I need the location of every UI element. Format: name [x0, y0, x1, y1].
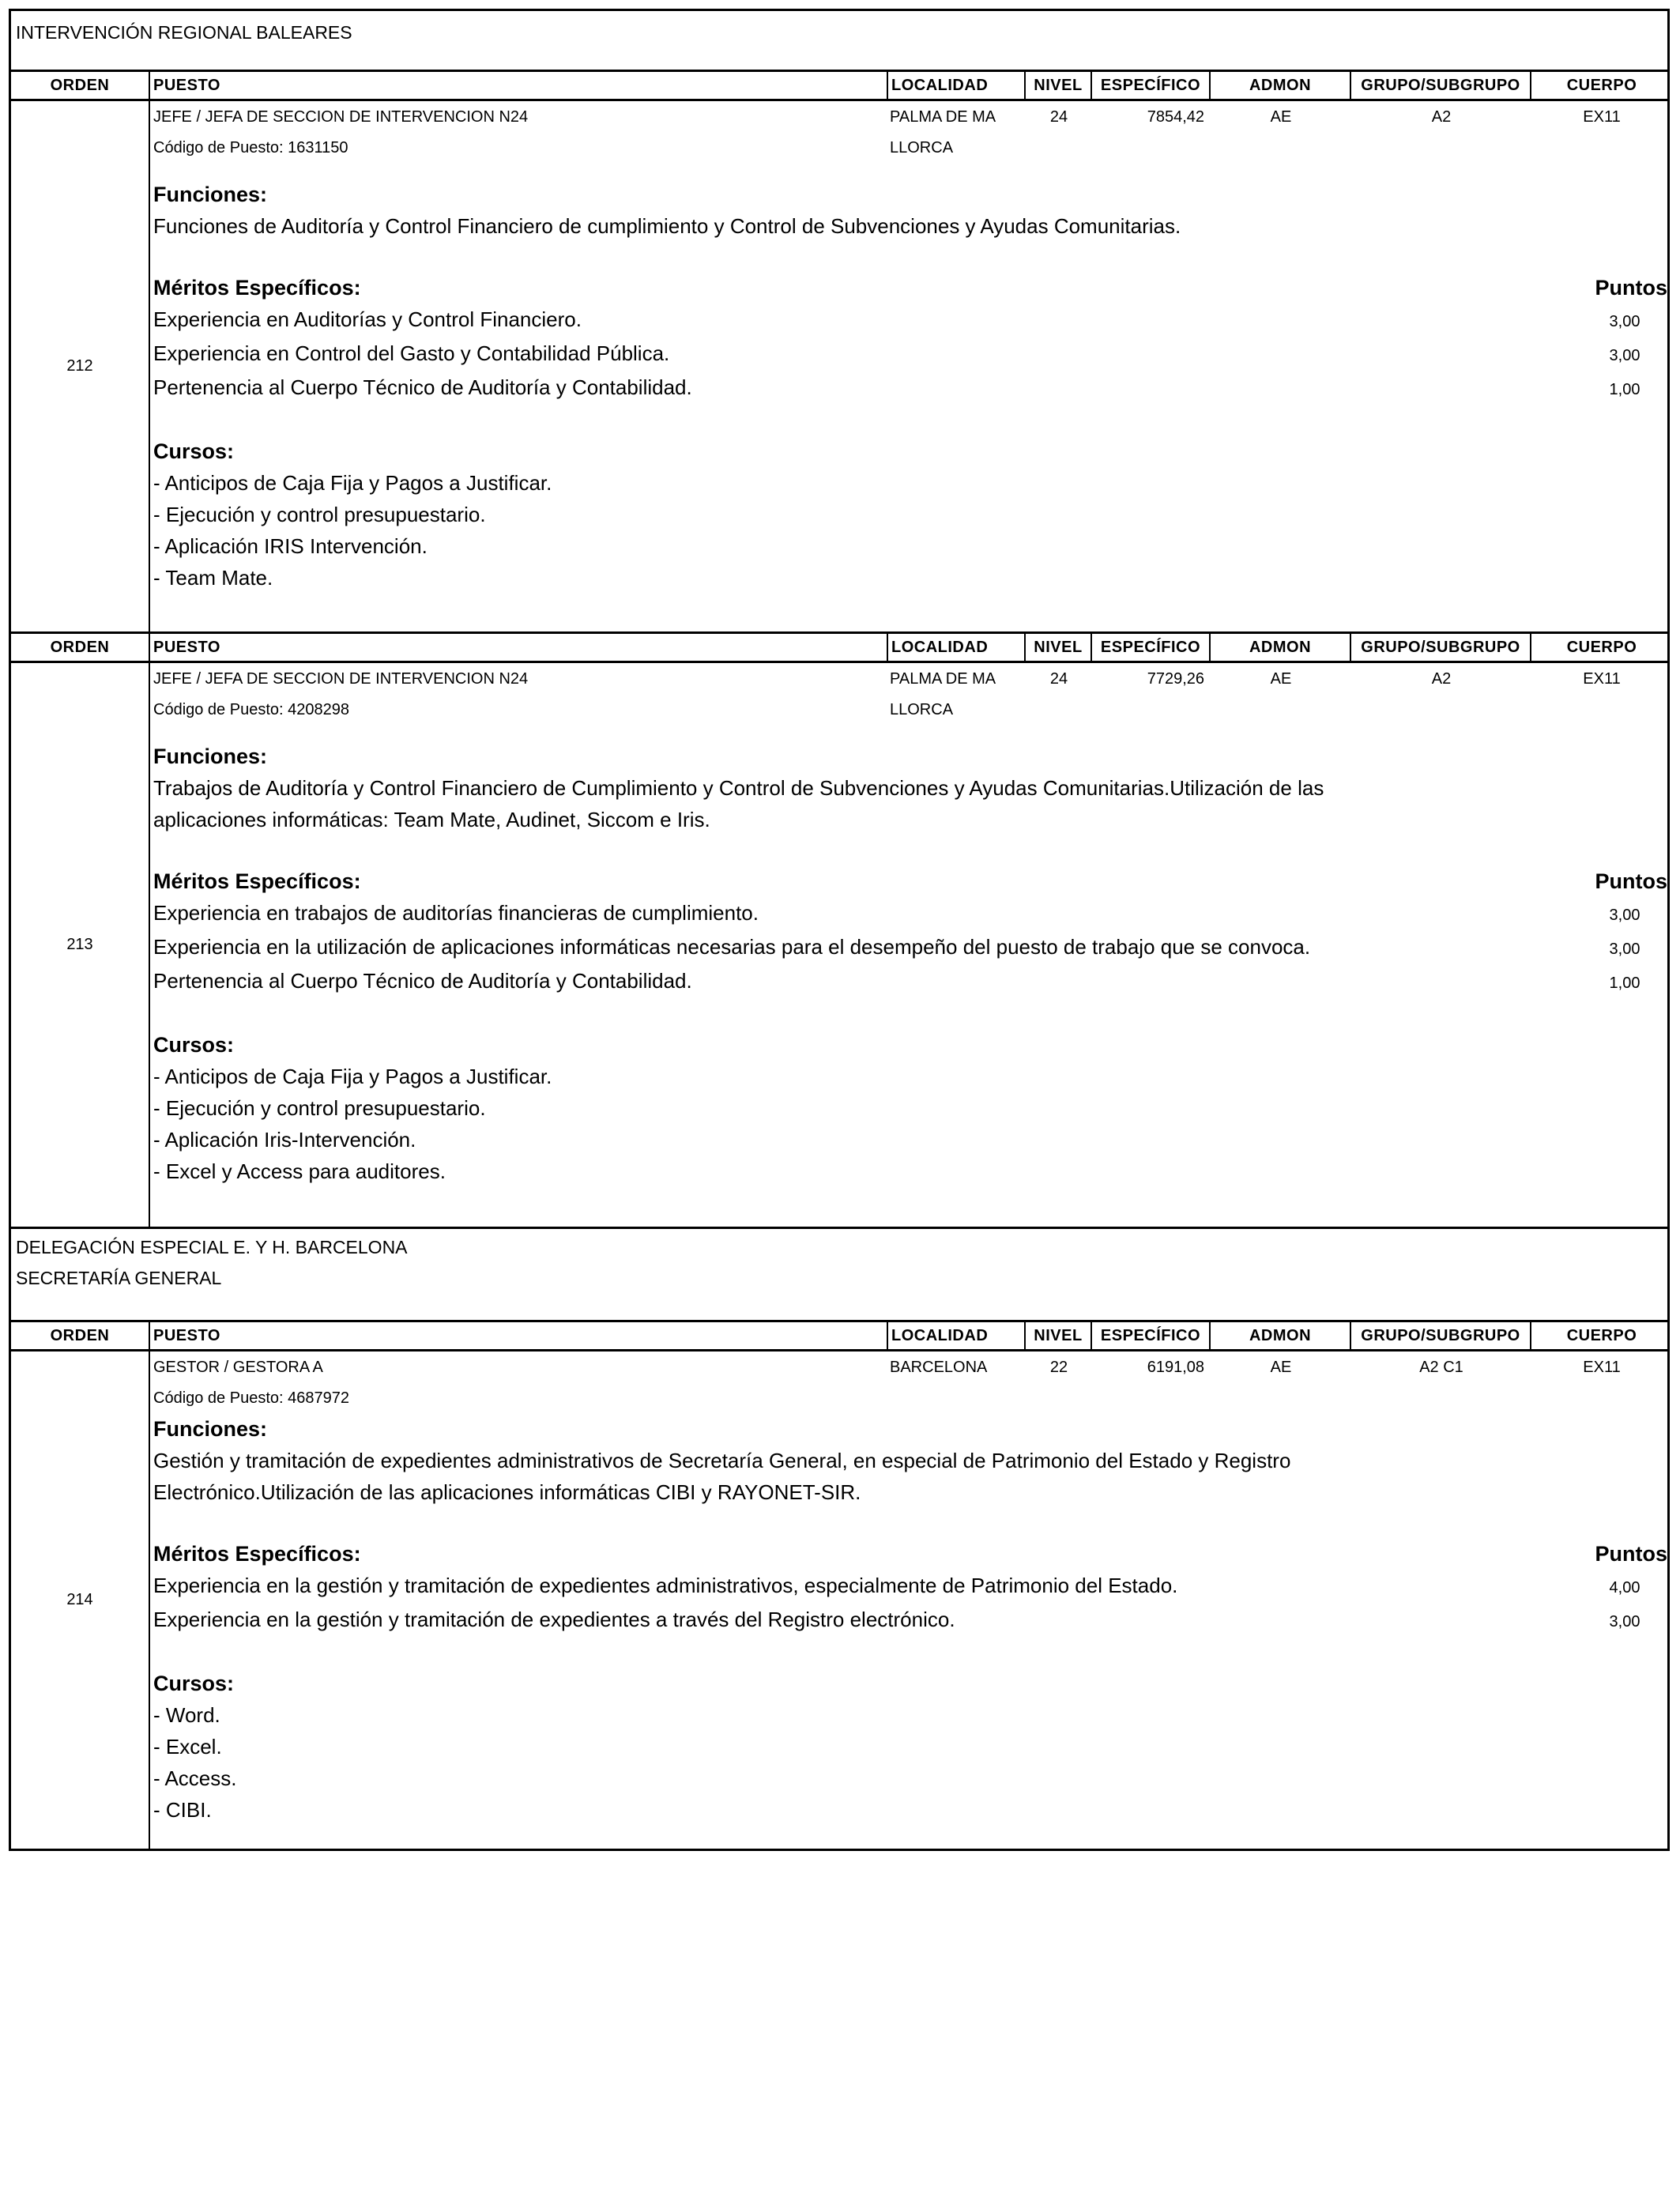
col-puesto: PUESTO [150, 634, 888, 661]
job-entry [9, 1351, 1670, 1851]
section-header [9, 1227, 1670, 1320]
col-grupo: GRUPO/SUBGRUPO [1351, 1322, 1531, 1349]
meritos-title: Méritos Específicos: [153, 869, 361, 893]
cuerpo: EX11 [1583, 108, 1621, 126]
col-cuerpo: CUERPO [1566, 1326, 1637, 1344]
funciones-title: Funciones: [153, 1417, 268, 1441]
col-nivel: NIVEL [1026, 72, 1092, 99]
column-header-row [9, 70, 1670, 101]
curso-item: - Excel. [153, 1735, 222, 1759]
col-especifico: ESPECÍFICO [1092, 1322, 1211, 1349]
curso-item: - Access. [153, 1766, 237, 1790]
localidad: PALMA DE MA [890, 670, 996, 688]
merito-points: 1,00 [1609, 381, 1640, 398]
merito-row [153, 931, 1672, 965]
funciones-title: Funciones: [153, 745, 268, 768]
orden-number: 213 [11, 663, 150, 1227]
cursos-title: Cursos: [153, 439, 235, 463]
funciones-text: Funciones de Auditoría y Control Financiero de cumplimiento y Control de Subvenciones y Ayudas Comunitarias. [153, 214, 1181, 238]
puntos-title: Puntos [1595, 1542, 1667, 1566]
merito-row [153, 337, 1672, 371]
merito-points: 4,00 [1609, 1579, 1640, 1596]
merito-row [153, 897, 1672, 931]
merito-text: Experiencia en trabajos de auditorías financieras de cumplimiento. [153, 901, 759, 925]
merito-text: Experiencia en Auditorías y Control Financiero. [153, 307, 582, 331]
nivel: 24 [1049, 108, 1068, 126]
merito-points: 3,00 [1609, 1613, 1640, 1630]
admon: AE [1270, 1359, 1292, 1376]
especifico: 7854,42 [1147, 108, 1204, 126]
localidad: BARCELONA [890, 1359, 988, 1376]
meritos-title: Méritos Específicos: [153, 276, 361, 300]
curso-item: - Anticipos de Caja Fija y Pagos a Justificar. [153, 471, 552, 495]
col-especifico: ESPECÍFICO [1092, 634, 1211, 661]
admon: AE [1270, 108, 1292, 126]
cursos-title: Cursos: [153, 1672, 235, 1695]
curso-item: - Word. [153, 1703, 220, 1727]
merito-row [153, 303, 1672, 337]
col-localidad: LOCALIDAD [888, 634, 1026, 661]
col-puesto: PUESTO [150, 1322, 888, 1349]
col-localidad: LOCALIDAD [888, 72, 1026, 99]
col-cuerpo: CUERPO [1566, 76, 1637, 94]
section-subtitle: SECRETARÍA GENERAL [16, 1268, 222, 1288]
cuerpo: EX11 [1583, 670, 1621, 688]
merito-row [153, 965, 1672, 999]
column-header-row [9, 1320, 1670, 1351]
col-orden: ORDEN [11, 634, 150, 661]
localidad-cont: LLORCA [890, 139, 954, 156]
cuerpo: EX11 [1583, 1359, 1621, 1376]
meritos-title: Méritos Específicos: [153, 1542, 361, 1566]
funciones-text: Gestión y tramitación de expedientes administrativos de Secretaría General, en especial de Patrimonio del Estado y Registro [153, 1449, 1291, 1472]
merito-row [153, 1604, 1672, 1638]
puntos-title: Puntos [1595, 869, 1667, 893]
merito-points: 1,00 [1609, 974, 1640, 992]
document [9, 9, 1670, 1851]
orden-number: 212 [11, 101, 150, 631]
cursos-title: Cursos: [153, 1033, 235, 1057]
funciones-text: Trabajos de Auditoría y Control Financiero de Cumplimiento y Control de Subvenciones y Ayudas Comunitarias.Utilización de las [153, 776, 1324, 800]
especifico: 7729,26 [1147, 670, 1204, 688]
merito-text: Experiencia en Control del Gasto y Contabilidad Pública. [153, 341, 670, 365]
nivel: 24 [1049, 670, 1068, 688]
curso-item: - Excel y Access para auditores. [153, 1159, 446, 1183]
col-orden: ORDEN [11, 1322, 150, 1349]
nivel: 22 [1049, 1359, 1068, 1376]
puesto-name: JEFE / JEFA DE SECCION DE INTERVENCION N24 [153, 670, 529, 688]
col-orden: ORDEN [11, 72, 150, 99]
curso-item: - CIBI. [153, 1798, 212, 1822]
job-entry [9, 101, 1670, 631]
curso-item: - Ejecución y control presupuestario. [153, 503, 486, 526]
merito-text: Experiencia en la gestión y tramitación de expedientes administrativos, especialmente de Patrimonio del Estado. [153, 1574, 1178, 1597]
admon: AE [1270, 670, 1292, 688]
codigo-puesto: Código de Puesto: 4208298 [153, 701, 349, 718]
col-cuerpo: CUERPO [1566, 638, 1637, 656]
curso-item: - Aplicación Iris-Intervención. [153, 1128, 416, 1152]
col-localidad: LOCALIDAD [888, 1322, 1026, 1349]
col-especifico: ESPECÍFICO [1092, 72, 1211, 99]
localidad-cont [888, 1383, 1204, 1413]
job-entry [9, 663, 1670, 1227]
merito-text: Experiencia en la utilización de aplicaciones informáticas necesarias para el desempeño del puesto de trabajo que se convoca. [153, 935, 1311, 959]
orden-number: 214 [11, 1351, 150, 1849]
localidad: PALMA DE MA [890, 108, 996, 126]
section-title: INTERVENCIÓN REGIONAL BALEARES [16, 22, 352, 43]
curso-item: - Aplicación IRIS Intervención. [153, 534, 428, 558]
col-admon: ADMON [1211, 72, 1351, 99]
codigo-puesto: Código de Puesto: 4687972 [153, 1389, 349, 1407]
column-header-row [9, 631, 1670, 663]
merito-row [153, 371, 1672, 405]
merito-text: Pertenencia al Cuerpo Técnico de Auditoría y Contabilidad. [153, 969, 692, 993]
curso-item: - Team Mate. [153, 566, 273, 590]
puntos-title: Puntos [1595, 276, 1667, 300]
grupo: A2 C1 [1419, 1359, 1463, 1376]
col-nivel: NIVEL [1026, 1322, 1092, 1349]
section-header [9, 9, 1670, 70]
col-nivel: NIVEL [1026, 634, 1092, 661]
codigo-puesto: Código de Puesto: 1631150 [153, 139, 348, 156]
merito-row [153, 1570, 1672, 1604]
col-admon: ADMON [1211, 1322, 1351, 1349]
curso-item: - Anticipos de Caja Fija y Pagos a Justificar. [153, 1065, 552, 1088]
col-grupo: GRUPO/SUBGRUPO [1351, 72, 1531, 99]
col-puesto: PUESTO [150, 72, 888, 99]
merito-text: Experiencia en la gestión y tramitación de expedientes a través del Registro electrónico. [153, 1608, 955, 1631]
funciones-text: Electrónico.Utilización de las aplicaciones informáticas CIBI y RAYONET-SIR. [153, 1480, 861, 1504]
merito-text: Pertenencia al Cuerpo Técnico de Auditoría y Contabilidad. [153, 375, 692, 399]
col-grupo: GRUPO/SUBGRUPO [1351, 634, 1531, 661]
puesto-name: JEFE / JEFA DE SECCION DE INTERVENCION N24 [153, 108, 529, 126]
grupo: A2 [1431, 670, 1452, 688]
especifico: 6191,08 [1147, 1359, 1204, 1376]
funciones-text: aplicaciones informáticas: Team Mate, Audinet, Siccom e Iris. [153, 808, 710, 831]
localidad-cont: LLORCA [890, 701, 954, 718]
puesto-name: GESTOR / GESTORA A [153, 1359, 323, 1376]
merito-points: 3,00 [1609, 313, 1640, 330]
merito-points: 3,00 [1609, 347, 1640, 364]
funciones-title: Funciones: [153, 183, 268, 206]
grupo: A2 [1431, 108, 1452, 126]
merito-points: 3,00 [1609, 907, 1640, 924]
curso-item: - Ejecución y control presupuestario. [153, 1096, 486, 1120]
merito-points: 3,00 [1609, 941, 1640, 958]
section-title: DELEGACIÓN ESPECIAL E. Y H. BARCELONA [16, 1237, 408, 1257]
col-admon: ADMON [1211, 634, 1351, 661]
